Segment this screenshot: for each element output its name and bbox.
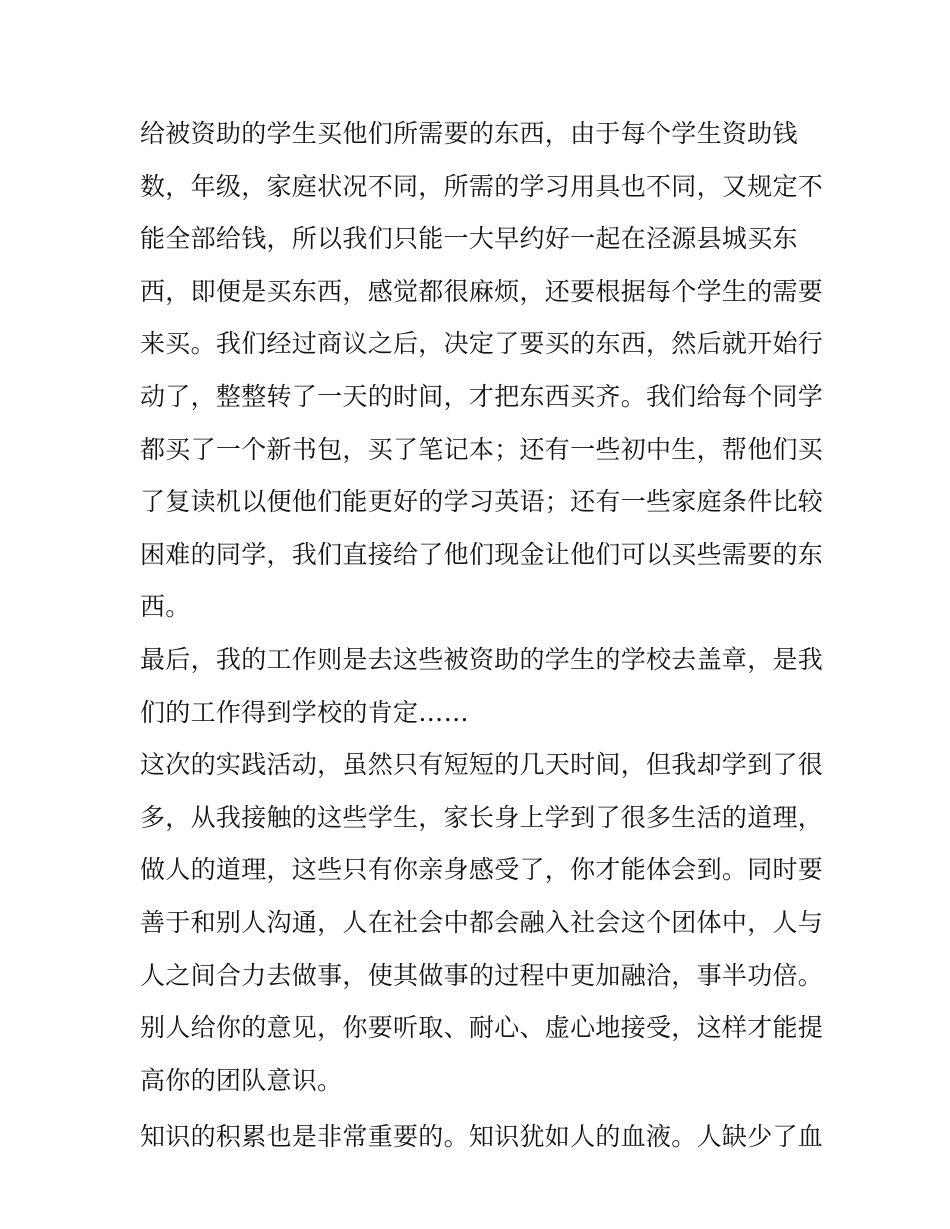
text-line: 了复读机以便他们能更好的学习英语；还有一些家庭条件比较 [140,487,824,517]
text-line: 高你的团队意识。 [140,1065,343,1095]
text-line: 知识的积累也是非常重要的。知识犹如人的血液。人缺少了血 [140,1121,824,1151]
text-line: 人之间合力去做事，使其做事的过程中更加融洽，事半功倍。 [140,960,824,990]
text-line: 这次的实践活动，虽然只有短短的几天时间，但我却学到了很 [140,750,824,780]
text-line: 多，从我接触的这些学生，家长身上学到了很多生活的道理， [140,802,824,832]
text-line: 西。 [140,592,191,622]
text-line: 别人给你的意见，你要听取、耐心、虚心地接受，这样才能提 [140,1013,824,1043]
text-line: 动了，整整转了一天的时间，才把东西买齐。我们给每个同学 [140,381,824,411]
text-line: 做人的道理，这些只有你亲身感受了，你才能体会到。同时要 [140,855,824,885]
text-line: 西，即便是买东西，感觉都很麻烦，还要根据每个学生的需要 [140,276,824,306]
text-line: 能全部给钱，所以我们只能一大早约好一起在泾源县城买东 [140,224,798,254]
text-line: 数，年级，家庭状况不同，所需的学习用具也不同，又规定不 [140,171,824,201]
text-line: 困难的同学，我们直接给了他们现金让他们可以买些需要的东 [140,539,824,569]
text-line: 善于和别人沟通，人在社会中都会融入社会这个团体中，人与 [140,907,824,937]
text-line: 都买了一个新书包，买了笔记本；还有一些初中生，帮他们买 [140,434,824,464]
text-line: 们的工作得到学校的肯定…… [140,697,469,727]
document-body [140,108,824,1163]
text-line: 给被资助的学生买他们所需要的东西，由于每个学生资助钱 [140,119,798,148]
text-line: 来买。我们经过商议之后，决定了要买的东西，然后就开始行 [140,329,824,359]
text-line: 最后，我的工作则是去这些被资助的学生的学校去盖章，是我 [140,644,824,674]
